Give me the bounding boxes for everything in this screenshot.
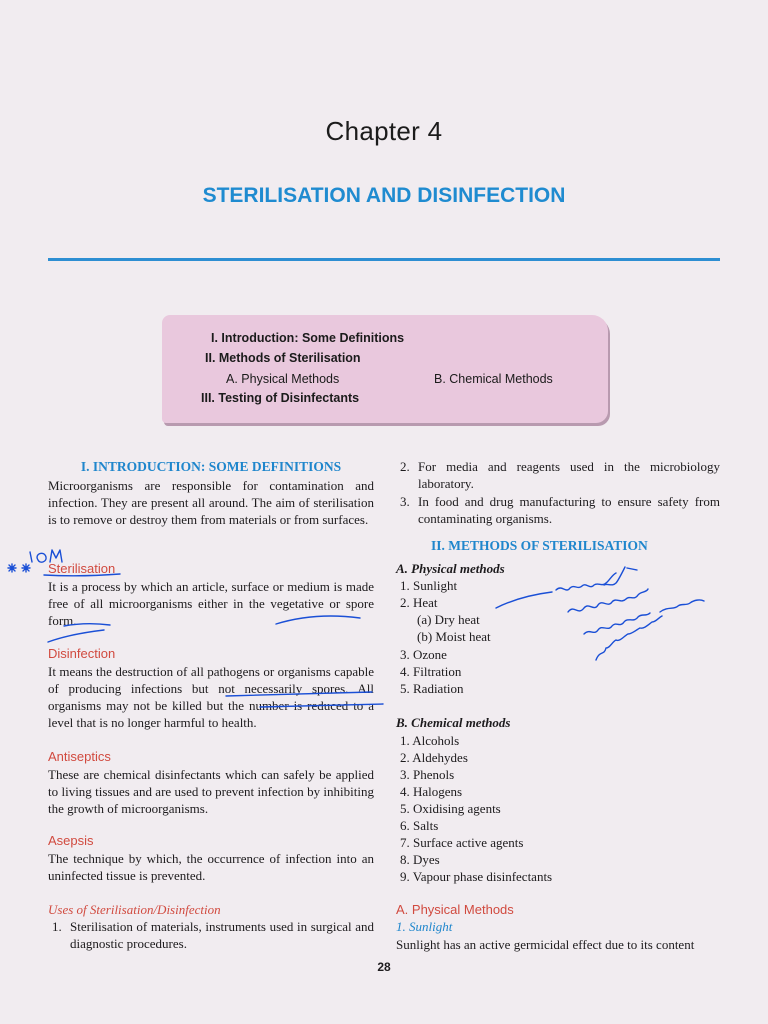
arrow-mark (48, 630, 104, 642)
uses-item-3: In food and drug manufacturing to ensure safety from contaminating organisms. (418, 494, 720, 526)
disinfection-text: It means the destruction of all pathogens or organisms capable of producing infections but not necessarily spores. All organisms may not be killed but the number is reduced to a level that is no longer harmful to health. (48, 664, 374, 730)
chemical-item: 5. Oxidising agents (400, 801, 501, 816)
chapter-label: Chapter 4 (325, 116, 443, 146)
chemical-item: 2. Aldehydes (400, 750, 468, 765)
underline-mark (226, 692, 372, 696)
chemical-item: 9. Vapour phase disinfectants (400, 869, 553, 884)
margin-note-scribble (584, 600, 704, 634)
uses-heading: Uses of Sterilisation/Disinfection (48, 902, 221, 917)
uses-item-3-num: 3. (400, 494, 410, 509)
strike-mark (260, 704, 383, 707)
outline-item-2a: A. Physical Methods (226, 372, 340, 386)
chemical-item: 8. Dyes (400, 852, 440, 867)
underline-mark (64, 624, 110, 626)
introduction-heading: I. INTRODUCTION: SOME DEFINITIONS (80, 459, 342, 474)
margin-note-scribble (596, 616, 662, 660)
introduction-text: Microorganisms are responsible for contamination and infection. They are present all around. The aim of sterilisation is to remove or destroy them from materials or from surfaces. (48, 478, 374, 527)
underline-mark (276, 616, 360, 624)
antiseptics-text: These are chemical disinfectants which can safely be applied to living tissues and are used to prevent infection by inhibiting the growth of microorganisms. (48, 767, 374, 816)
margin-note-scribble (556, 567, 637, 590)
methods-heading: II. METHODS OF STERILISATION (431, 538, 648, 553)
chemical-item: 7. Surface active agents (400, 835, 524, 850)
star-mark-icon (8, 564, 30, 572)
uses-item-2-num: 2. (400, 459, 410, 474)
asepsis-heading: Asepsis (48, 833, 94, 848)
uses-item-1: Sterilisation of materials, instruments used in surgical and diagnostic procedures. (70, 919, 374, 951)
sterilisation-heading: Sterilisation (48, 561, 116, 576)
outline-item-2b: B. Chemical Methods (434, 372, 553, 386)
physical-item: 4. Filtration (400, 664, 462, 679)
sterilisation-text: It is a process by which an article, surface or medium is made free of all microorganisms either in the vegetative or spore form. (48, 579, 374, 628)
physical-item: (b) Moist heat (417, 629, 491, 644)
chemical-item: 6. Salts (400, 818, 439, 833)
outline-item-1: I. Introduction: Some Definitions (211, 331, 405, 345)
physical-methods-subheading: A. Physical methods (396, 561, 505, 576)
underline-mark (44, 574, 120, 576)
antiseptics-heading: Antiseptics (48, 749, 111, 764)
uses-item-1-num: 1. (52, 919, 62, 934)
outline-item-3: III. Testing of Disinfectants (201, 391, 360, 405)
sunlight-text: Sunlight has an active germicidal effect due to its content (396, 937, 695, 952)
margin-note-scribble (30, 550, 62, 562)
chemical-methods-subheading: B. Chemical methods (396, 715, 511, 730)
chapter-title: STERILISATION AND DISINFECTION (202, 184, 566, 207)
physical-item: 5. Radiation (400, 681, 464, 696)
chemical-item: 3. Phenols (400, 767, 455, 782)
chemical-item: 4. Halogens (400, 784, 463, 799)
asepsis-text: The technique by which, the occurrence of infection into an uninfected tissue is prevented. (48, 851, 374, 883)
margin-note-scribble (568, 589, 648, 612)
arrow-mark (496, 592, 552, 608)
uses-item-2: For media and reagents used in the microbiology laboratory. (418, 459, 720, 491)
physical-item: (a) Dry heat (417, 612, 480, 627)
outline-item-2: II. Methods of Sterilisation (205, 351, 361, 365)
physical-item: 1. Sunlight (400, 578, 458, 593)
sunlight-heading: 1. Sunlight (396, 919, 453, 934)
disinfection-heading: Disinfection (48, 646, 116, 661)
chemical-item: 1. Alcohols (400, 733, 460, 748)
physical-item: 3. Ozone (400, 647, 447, 662)
page-number: 28 (377, 960, 391, 974)
physical-item: 2. Heat (400, 595, 438, 610)
physical-methods-heading: A. Physical Methods (396, 902, 514, 917)
